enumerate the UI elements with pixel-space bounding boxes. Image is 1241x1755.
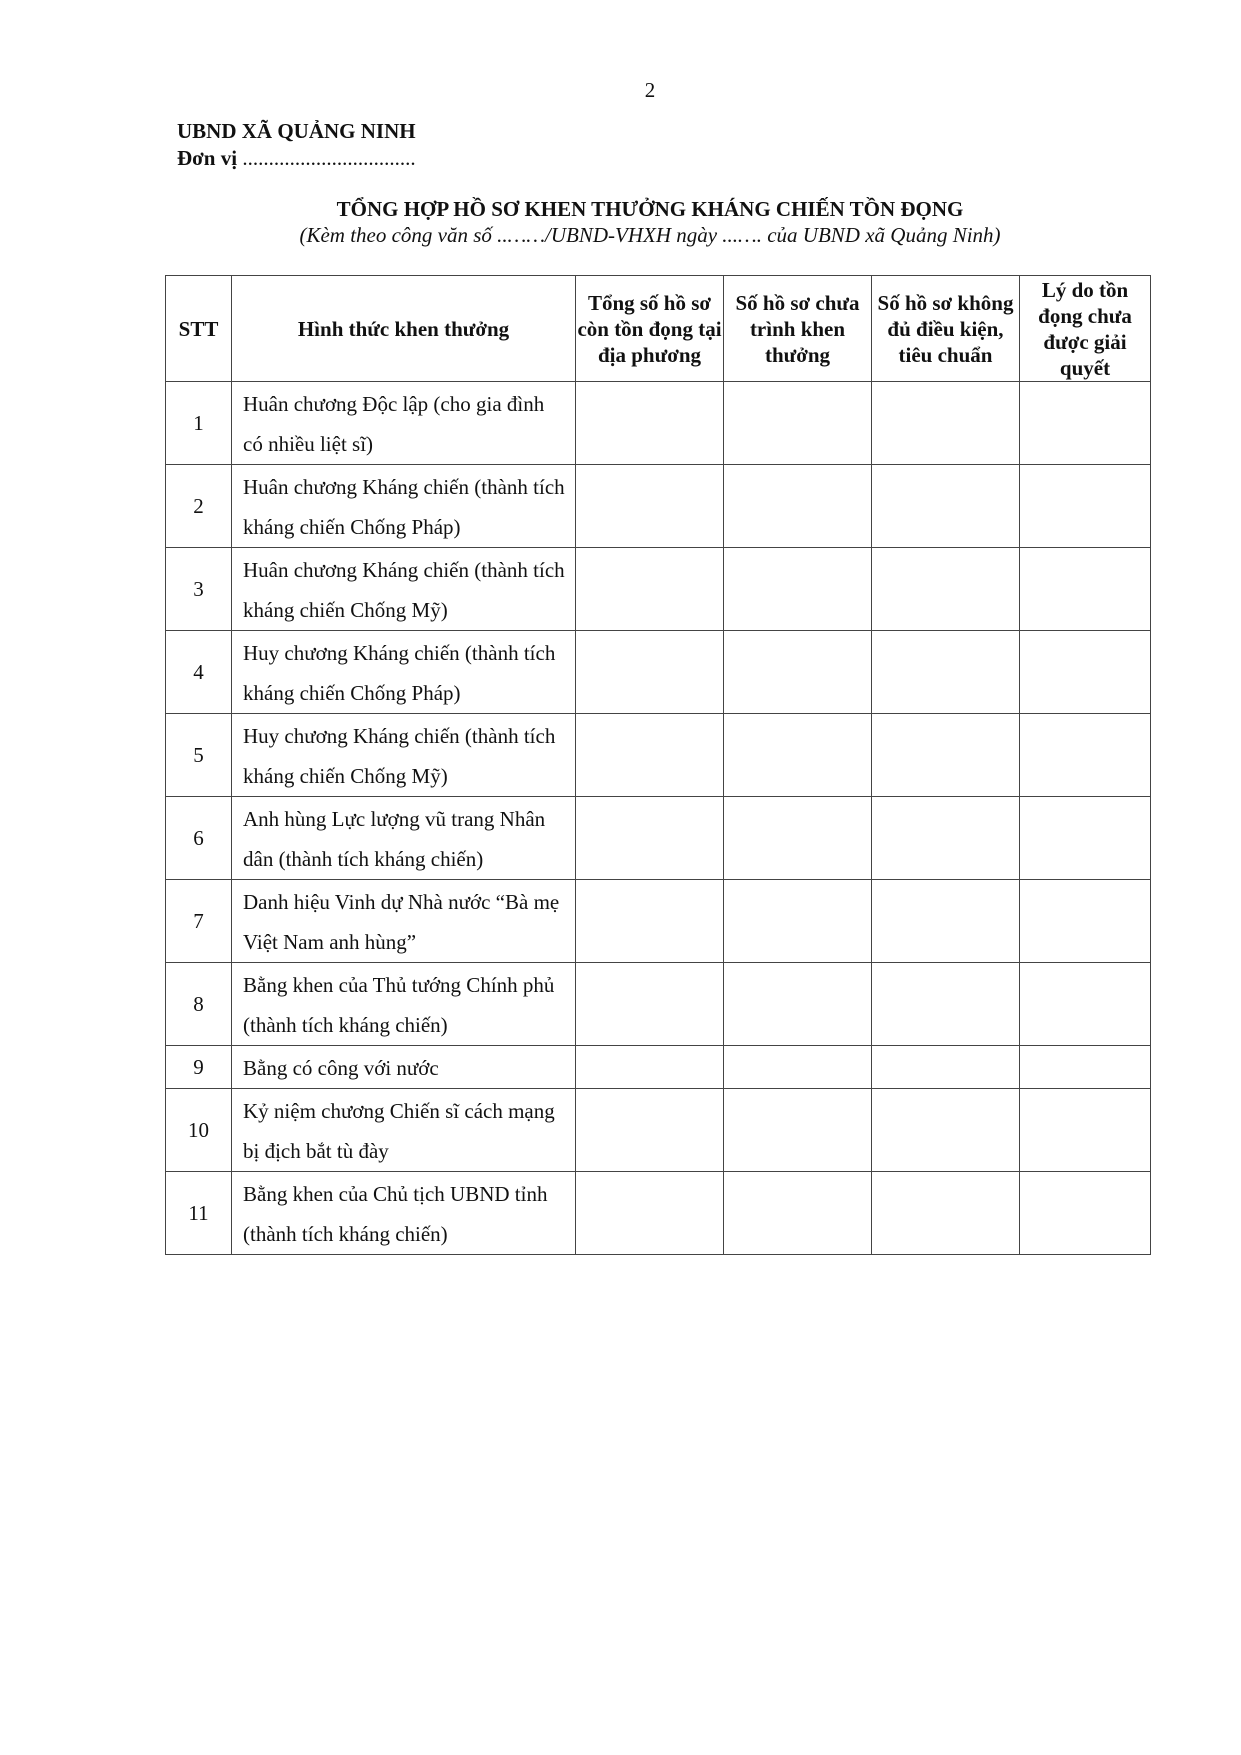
cell-total-pending[interactable]	[576, 797, 724, 880]
table-row	[166, 880, 1151, 963]
cell-total-pending[interactable]	[576, 1172, 724, 1255]
cell-not-submitted[interactable]	[724, 1046, 872, 1089]
table-header-row	[166, 276, 1151, 382]
document-title: TỔNG HỢP HỒ SƠ KHEN THƯỞNG KHÁNG CHIẾN TỒN ĐỌNG	[336, 197, 964, 221]
cell-total-pending[interactable]	[576, 714, 724, 797]
cell-total-pending[interactable]	[576, 548, 724, 631]
row-award-form: Anh hùng Lực lượng vũ trang Nhân dân (thành tích kháng chiến)	[232, 797, 576, 880]
table-row	[166, 465, 1151, 548]
row-award-form: Huân chương Kháng chiến (thành tích kháng chiến Chống Mỹ)	[232, 548, 576, 631]
cell-not-submitted[interactable]	[724, 382, 872, 465]
column-header-ineligible: Số hồ sơ không đủ điều kiện, tiêu chuẩn	[872, 276, 1020, 382]
table-row	[166, 1172, 1151, 1255]
cell-ineligible[interactable]	[872, 465, 1020, 548]
column-header-reason: Lý do tồn đọng chưa được giải quyết	[1020, 276, 1151, 382]
row-stt: 7	[166, 880, 232, 963]
cell-reason[interactable]	[1020, 880, 1151, 963]
cell-reason[interactable]	[1020, 1172, 1151, 1255]
row-stt: 1	[166, 382, 232, 465]
row-stt: 3	[166, 548, 232, 631]
row-stt: 11	[166, 1172, 232, 1255]
cell-not-submitted[interactable]	[724, 548, 872, 631]
cell-not-submitted[interactable]	[724, 1089, 872, 1172]
cell-reason[interactable]	[1020, 465, 1151, 548]
cell-total-pending[interactable]	[576, 465, 724, 548]
report-table	[165, 275, 1151, 1255]
cell-reason[interactable]	[1020, 631, 1151, 714]
row-stt: 2	[166, 465, 232, 548]
cell-not-submitted[interactable]	[724, 880, 872, 963]
cell-ineligible[interactable]	[872, 631, 1020, 714]
row-stt: 9	[166, 1046, 232, 1089]
table-row	[166, 548, 1151, 631]
cell-reason[interactable]	[1020, 1046, 1151, 1089]
column-header-stt: STT	[166, 276, 232, 382]
row-stt: 6	[166, 797, 232, 880]
cell-reason[interactable]	[1020, 714, 1151, 797]
row-stt: 4	[166, 631, 232, 714]
cell-not-submitted[interactable]	[724, 465, 872, 548]
cell-reason[interactable]	[1020, 963, 1151, 1046]
organization-name: UBND XÃ QUẢNG NINH	[177, 119, 416, 143]
cell-ineligible[interactable]	[872, 1046, 1020, 1089]
cell-ineligible[interactable]	[872, 548, 1020, 631]
cell-ineligible[interactable]	[872, 1089, 1020, 1172]
row-award-form: Huân chương Kháng chiến (thành tích kháng chiến Chống Pháp)	[232, 465, 576, 548]
column-header-award-form: Hình thức khen thưởng	[232, 276, 576, 382]
row-award-form: Bằng có công với nước	[232, 1046, 576, 1089]
cell-total-pending[interactable]	[576, 1089, 724, 1172]
cell-ineligible[interactable]	[872, 382, 1020, 465]
column-header-not-submitted: Số hồ sơ chưa trình khen thưởng	[724, 276, 872, 382]
unit-label: Đơn vị	[177, 146, 238, 170]
cell-not-submitted[interactable]	[724, 797, 872, 880]
table-row	[166, 963, 1151, 1046]
cell-ineligible[interactable]	[872, 797, 1020, 880]
table-row	[166, 797, 1151, 880]
table-row	[166, 1089, 1151, 1172]
row-award-form: Bằng khen của Thủ tướng Chính phủ (thành tích kháng chiến)	[232, 963, 576, 1046]
cell-reason[interactable]	[1020, 548, 1151, 631]
row-award-form: Kỷ niệm chương Chiến sĩ cách mạng bị địch bắt tù đày	[232, 1089, 576, 1172]
document-subtitle: (Kèm theo công văn số ..……/UBND-VHXH ngày ...…. của UBND xã Quảng Ninh)	[299, 223, 1001, 247]
row-award-form: Bằng khen của Chủ tịch UBND tỉnh (thành tích kháng chiến)	[232, 1172, 576, 1255]
cell-total-pending[interactable]	[576, 963, 724, 1046]
cell-not-submitted[interactable]	[724, 963, 872, 1046]
column-header-total-pending: Tổng số hồ sơ còn tồn đọng tại địa phương	[576, 276, 724, 382]
page-number: 2	[644, 78, 656, 102]
cell-reason[interactable]	[1020, 382, 1151, 465]
cell-not-submitted[interactable]	[724, 714, 872, 797]
cell-total-pending[interactable]	[576, 880, 724, 963]
cell-ineligible[interactable]	[872, 714, 1020, 797]
row-award-form: Huy chương Kháng chiến (thành tích kháng chiến Chống Pháp)	[232, 631, 576, 714]
row-award-form: Huân chương Độc lập (cho gia đình có nhiều liệt sĩ)	[232, 382, 576, 465]
cell-ineligible[interactable]	[872, 880, 1020, 963]
cell-ineligible[interactable]	[872, 963, 1020, 1046]
row-stt: 8	[166, 963, 232, 1046]
table-row	[166, 382, 1151, 465]
table-row	[166, 714, 1151, 797]
unit-value: .................................	[242, 146, 416, 170]
cell-reason[interactable]	[1020, 797, 1151, 880]
row-award-form: Danh hiệu Vinh dự Nhà nước “Bà mẹ Việt Nam anh hùng”	[232, 880, 576, 963]
unit-line	[177, 145, 416, 172]
cell-total-pending[interactable]	[576, 631, 724, 714]
cell-not-submitted[interactable]	[724, 1172, 872, 1255]
table-row	[166, 1046, 1151, 1089]
row-stt: 10	[166, 1089, 232, 1172]
cell-ineligible[interactable]	[872, 1172, 1020, 1255]
cell-reason[interactable]	[1020, 1089, 1151, 1172]
table-row	[166, 631, 1151, 714]
row-stt: 5	[166, 714, 232, 797]
row-award-form: Huy chương Kháng chiến (thành tích kháng chiến Chống Mỹ)	[232, 714, 576, 797]
cell-not-submitted[interactable]	[724, 631, 872, 714]
cell-total-pending[interactable]	[576, 382, 724, 465]
cell-total-pending[interactable]	[576, 1046, 724, 1089]
